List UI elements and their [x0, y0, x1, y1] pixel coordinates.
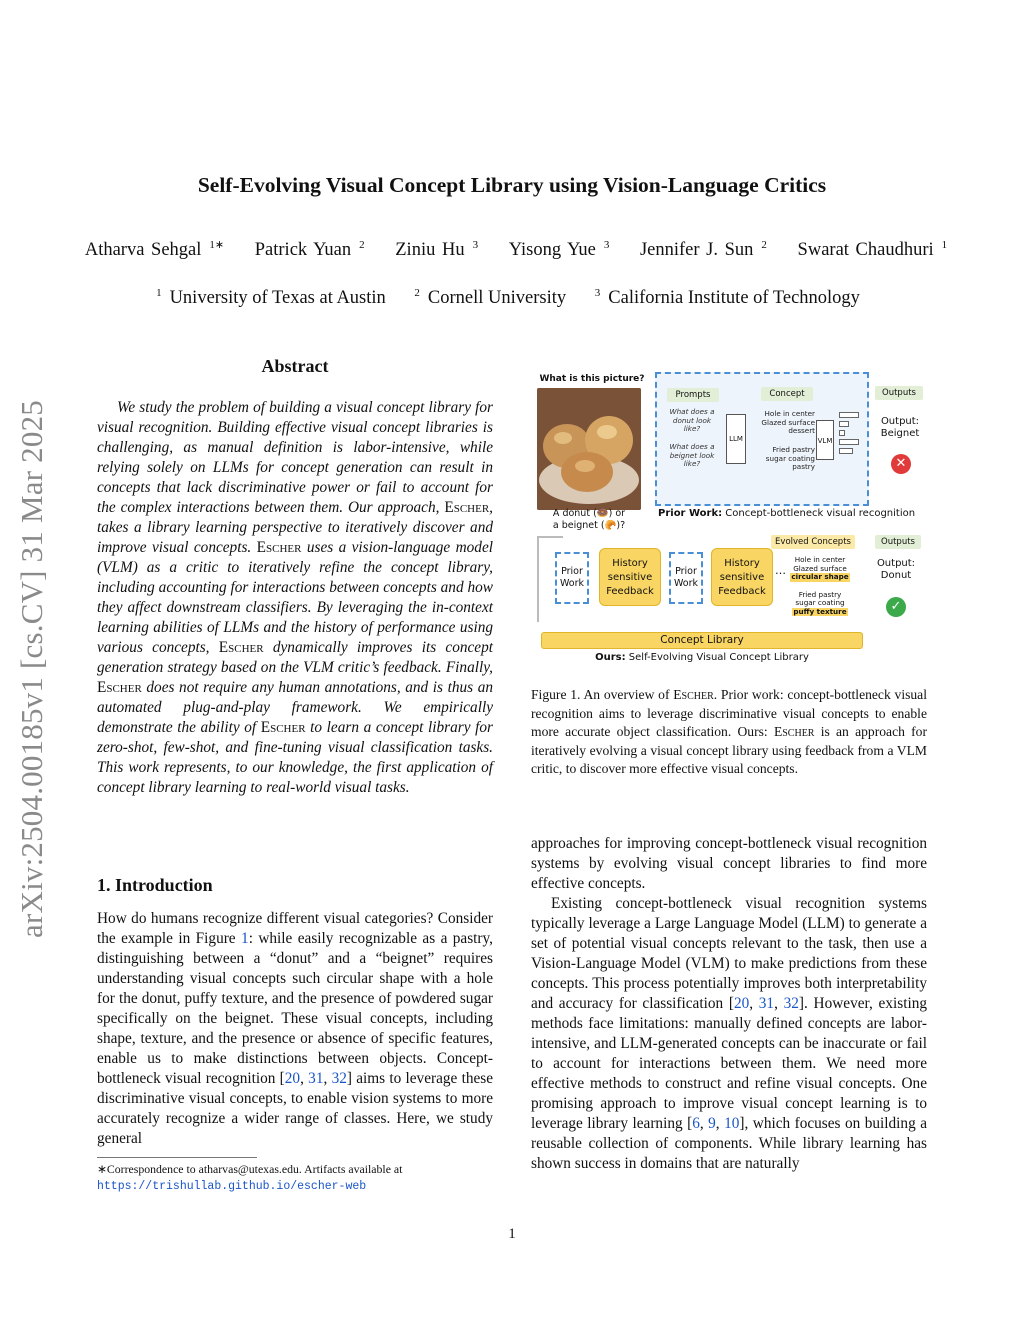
llm-box: LLM	[726, 414, 746, 464]
vlm-score-bars	[839, 412, 861, 460]
affiliation: $^3$ California Institute of Technology	[594, 287, 860, 308]
history-feedback-box-1: History sensitive Feedback	[599, 548, 661, 606]
photo-caption: A donut (🍩) or a beignet (🥐)?	[552, 508, 626, 531]
footnote: ∗Correspondence to atharvas@utexas.edu. Artifacts available at https://trishullab.github.io/escher-web	[97, 1162, 403, 1193]
wrong-icon: ✕	[891, 454, 911, 474]
outputs-tag-2: Outputs	[875, 535, 921, 549]
prompts-tag: Prompts	[667, 388, 719, 402]
author: Yisong Yue $^3$	[508, 239, 610, 260]
pastry-photo-drawing	[537, 388, 641, 510]
concept-group-2: Fried pastry sugar coating pastry	[765, 445, 815, 471]
citation-link[interactable]: 10	[724, 1115, 740, 1132]
evolved-concepts-list: Hole in center Glazed surface circular shape Fried pastry sugar coating puffy texture	[791, 555, 849, 616]
figure-1	[531, 368, 927, 668]
prompt-2: What does a beignet look like?	[669, 442, 715, 468]
ours-prior-box-1: Prior Work	[555, 552, 589, 604]
ours-output: Output: Donut	[876, 558, 916, 581]
citation-link[interactable]: 31	[758, 995, 775, 1012]
concept-group-1: Hole in center Glazed surface dessert	[761, 409, 815, 435]
evolved-concepts-tag: Evolved Concepts	[771, 535, 855, 549]
citation-link[interactable]: 32	[331, 1070, 347, 1087]
author: Atharva Sehgal $^{1∗}$	[84, 239, 225, 260]
check-icon: ✓	[886, 597, 906, 617]
footnote-rule	[97, 1157, 257, 1158]
artifact-link[interactable]: https://trishullab.github.io/escher-web	[97, 1179, 367, 1193]
affiliation: $^2$ Cornell University	[414, 287, 567, 308]
page-number: 1	[508, 1226, 516, 1242]
intro-paragraph: How do humans recognize different visual categories? Consider the example in Figure 1: while easily recognizable as a pastry, distinguishing between a “donut” and a “beignet” requires understanding visual concepts such circular shape with a hole for the donut, puffy texture, and the presence of powdered sugar specifically on the beignet. These visual concepts, including shape, texture, and the presence or absence of specific features, enable us to make distinctions between objects. Concept-bottleneck visual recognition [20, 31, 32] aims to leverage these discriminative visual concepts, to enable vision systems to more accurately recognize a wider range of classes. Here, we study general	[97, 910, 494, 1147]
author: Swarat Chaudhuri $^1$	[797, 239, 948, 260]
affiliation-list	[0, 288, 1024, 309]
ours-prior-box-2: Prior Work	[669, 552, 703, 604]
right-paragraph-2: Existing concept-bottleneck visual recognition systems typically leverage a Large Language Model (LLM) to generate a set of potential visual concepts relevant to the task, then use a Vision-Language Model (VLM) to make predictions from these concepts. This process potentially improves both interpretability and accuracy for classification [20, 31, 32]. However, existing methods face limitations: manually defined concepts are labor-intensive, and LLM-generated concepts can be inaccurate or fail to account for interactions between them. We need more effective methods to construct and refine visual concepts. One promising approach to improve visual concept learning is to leverage library learning [6, 9, 10], which focuses on building a reusable collection of components. While library learning has shown success in domains that are naturally	[531, 895, 927, 1172]
figure-question: What is this picture?	[539, 374, 645, 384]
affiliation: $^1$ University of Texas at Austin	[156, 287, 386, 308]
abstract-heading: Abstract	[261, 356, 329, 376]
ours-label: Ours: Self-Evolving Visual Concept Library	[595, 652, 809, 663]
figure-caption: Figure 1. An overview of Escher. Prior work: concept-bottleneck visual recognition aims to leverage discriminative visual concepts to enable more accurate object classification. Ours: Escher is an approach for iteratively evolving a visual concept library using feedback from a VLM critic, to discover more effective visual concepts.	[531, 687, 927, 776]
author: Ziniu Hu $^3$	[395, 239, 479, 260]
abstract-text: We study the problem of building a visual concept library for visual recognition. Building effective visual concept libraries is challenging, as manual definition is labor-intensive, while relying solely on LLMs for concept generation can result in concepts that lack discriminative power or fail to account for the complex interactions between them. Our approach, Escher, takes a library learning perspective to iteratively discover and improve visual concepts. Escher uses a vision-language model (VLM) as a critic to iteratively refine the concept library, including accounting for interactions between concepts and how they affect downstream classifiers. By leveraging the in-context learning abilities of LLMs and the history of performance using various concepts, Escher dynamically improves its concept generation strategy based on the VLM critic’s feedback. Finally, Escher does not require any human annotations, and is thus an automated plug-and-play framework. We empirically demonstrate the ability of Escher to learn a concept library for zero-shot, few-shot, and fine-tuning visual classification tasks. This work represents, to our knowledge, the first application of concept library learning to real-world visual tasks.	[97, 399, 493, 796]
author: Jennifer J. Sun $^2$	[639, 239, 767, 260]
vlm-box: VLM	[816, 420, 834, 460]
right-paragraph-1: approaches for improving concept-bottleneck visual recognition systems by evolving visual concept libraries to find more effective concepts.	[531, 835, 927, 892]
paper-title: Self-Evolving Visual Concept Library using Vision-Language Critics	[197, 173, 827, 197]
citation-link[interactable]: 6	[692, 1115, 700, 1132]
citation-link[interactable]: 20	[733, 995, 750, 1012]
author-list	[0, 240, 1024, 261]
pastry-photo	[537, 388, 641, 510]
outputs-tag: Outputs	[875, 386, 923, 400]
prompt-1: What does a donut look like?	[669, 407, 715, 433]
intro-heading: 1. Introduction	[97, 875, 213, 895]
concept-tag: Concept	[761, 387, 813, 401]
figure-link[interactable]: 1	[241, 930, 249, 947]
history-feedback-box-2: History sensitive Feedback	[711, 548, 773, 606]
arxiv-stamp: arXiv:2504.00185v1 [cs.CV] 31 Mar 2025	[14, 400, 49, 938]
citation-link[interactable]: 9	[708, 1115, 716, 1132]
concept-library-bar: Concept Library	[541, 632, 863, 649]
citation-link[interactable]: 32	[783, 995, 799, 1012]
citation-link[interactable]: 31	[308, 1070, 324, 1087]
ellipsis: …	[775, 564, 786, 577]
author: Patrick Yuan $^2$	[254, 239, 365, 260]
citation-link[interactable]: 20	[284, 1070, 301, 1087]
prior-work-label: Prior Work: Concept-bottleneck visual recognition	[658, 508, 916, 519]
prior-output: Output: Beignet	[880, 416, 920, 439]
